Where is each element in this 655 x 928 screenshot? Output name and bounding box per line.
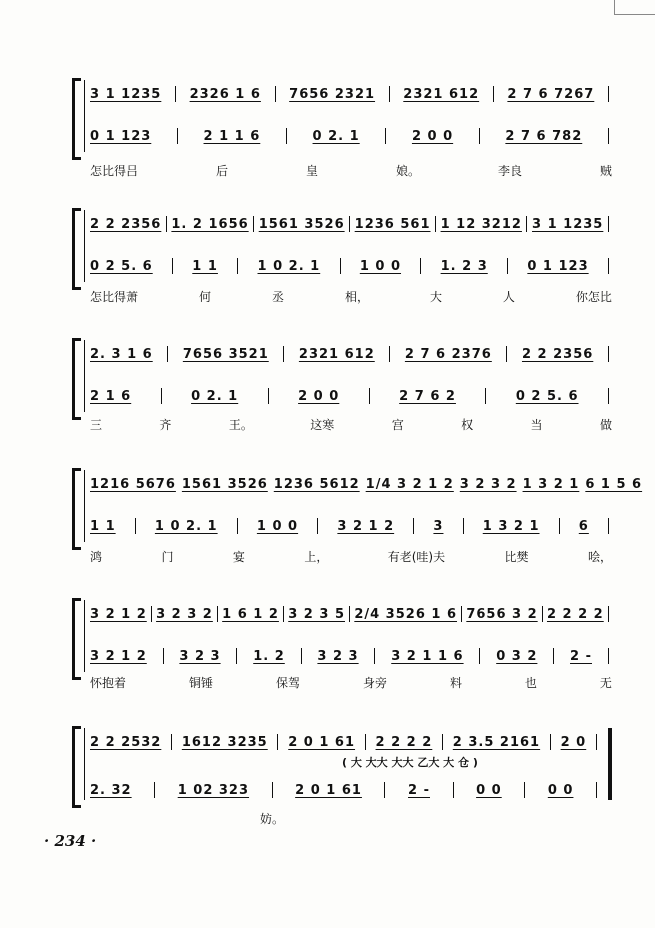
measure: 2 7 6 782 — [505, 129, 583, 144]
upper-part — [90, 84, 612, 102]
page-corner-mark — [614, 0, 655, 15]
measure: 2 - — [408, 783, 430, 798]
lyric: 三 — [90, 418, 103, 432]
lyric: 怎比得吕 — [90, 164, 139, 178]
score-system-2 — [72, 208, 612, 318]
upper-part — [90, 344, 612, 362]
lyric: 门 — [161, 550, 174, 564]
measure: 2 2 2532 — [90, 735, 162, 750]
measure: 2. 3 1 6 — [90, 347, 153, 362]
measure: 2 - — [570, 649, 592, 664]
measure: 1561 3526 — [258, 217, 345, 232]
page-number: · 234 · — [44, 832, 97, 850]
lyric: 贼 — [599, 164, 612, 178]
lyric: 丞 — [271, 290, 284, 304]
staff-line — [84, 600, 85, 672]
lyric: 当 — [530, 418, 543, 432]
measure: 3 2 3 — [317, 649, 359, 664]
measure: 1 02 323 — [177, 783, 250, 798]
measure: 1 0 2. 1 — [154, 519, 218, 534]
upper-part — [90, 732, 600, 750]
measure: 2/4 3526 1 6 — [354, 607, 458, 622]
percussion-line — [342, 754, 572, 770]
lyric: 你怎比 — [575, 290, 612, 304]
lyric: 料 — [449, 676, 462, 690]
measure: 1612 3235 — [181, 735, 268, 750]
measure: 0 2 5. 6 — [90, 259, 153, 274]
lyric: 有老(哇)夫 — [387, 550, 446, 564]
measure: 2 7 6 7267 — [507, 87, 595, 102]
lyric: 皇 — [305, 164, 318, 178]
lyric: 做 — [599, 418, 612, 432]
measure: 3 2 3 2 — [156, 607, 213, 622]
lyric: 人 — [502, 290, 515, 304]
measure: 0 2. 1 — [191, 389, 239, 404]
upper-part — [90, 214, 612, 232]
lyric: 宴 — [232, 550, 245, 564]
measure: 1236 5612 — [273, 477, 360, 492]
measure: 2 7 6 2376 — [404, 347, 492, 362]
score-system-5 — [72, 598, 612, 708]
measure: 3 2 3 5 — [288, 607, 345, 622]
lyrics-line — [90, 162, 612, 179]
measure: 2 2 2356 — [521, 347, 594, 362]
measure: 2 0 — [560, 735, 587, 750]
measure: 1 3 2 1 — [522, 477, 580, 492]
measure: 3 2 1 2 — [90, 607, 147, 622]
measure: 3 1 1235 — [532, 217, 604, 232]
measure: 2 2 2 2 — [375, 735, 433, 750]
system-bracket — [72, 338, 81, 420]
staff-line — [84, 728, 85, 800]
measure: 0 3 2 — [496, 649, 538, 664]
staff-line — [84, 80, 85, 152]
lyric: 相， — [344, 290, 369, 304]
system-bracket — [72, 598, 81, 680]
measure: 3 2 3 — [179, 649, 221, 664]
lyric: 怀抱着 — [90, 676, 127, 690]
measure: 2 0 1 61 — [288, 735, 356, 750]
score-system-3 — [72, 338, 612, 448]
measure: 1561 3526 — [181, 477, 268, 492]
measure: 6 1 5 6 — [585, 477, 643, 492]
score-system-1 — [72, 78, 612, 188]
measure: 0 1 123 — [90, 129, 152, 144]
measure: 3 — [433, 519, 444, 534]
score-system-6 — [72, 726, 612, 826]
measure: 3 2 1 2 — [90, 649, 147, 664]
measure: 1236 561 — [354, 217, 431, 232]
lyric: 大 — [429, 290, 442, 304]
score-system-4 — [72, 468, 643, 578]
measure: 1 0 0 — [359, 259, 402, 274]
lower-part — [90, 126, 612, 144]
measure: 1 1 — [192, 259, 218, 274]
staff-line — [84, 210, 85, 282]
upper-part — [90, 604, 612, 622]
measure: 0 2 5. 6 — [515, 389, 579, 404]
lyric: 保驾 — [275, 676, 300, 690]
measure: 7656 2321 — [289, 87, 376, 102]
lyric: 妨。 — [260, 812, 285, 826]
lyric: 宫 — [391, 418, 404, 432]
lyrics-line — [90, 548, 612, 565]
measure: 2 1 1 6 — [203, 129, 261, 144]
lyric: 也 — [524, 676, 537, 690]
measure: 1/4 3 2 1 2 — [365, 477, 454, 492]
system-bracket — [72, 726, 81, 808]
staff-line — [84, 340, 85, 412]
measure: 1 6 1 2 — [222, 607, 279, 622]
measure: 2 3.5 2161 — [452, 735, 541, 750]
measure: 1 3 2 1 — [482, 519, 540, 534]
lyric: 鸿 — [90, 550, 103, 564]
measure: 0 0 — [476, 783, 502, 798]
measure: 1. 2 3 — [440, 259, 488, 274]
percussion-text: ( 大 大大 大大 乙大 大 仓 ) — [342, 756, 478, 769]
measure: 6 — [578, 519, 589, 534]
lower-part — [90, 780, 600, 798]
measure: 2 0 1 61 — [295, 783, 362, 798]
measure: 2. 32 — [90, 783, 132, 798]
lyric: 李良 — [497, 164, 522, 178]
measure: 2 2 2356 — [90, 217, 162, 232]
lyric: 哙， — [587, 550, 612, 564]
measure: 1. 2 — [253, 649, 285, 664]
measure: 0 1 123 — [527, 259, 589, 274]
lower-part — [90, 516, 612, 534]
lyric: 何 — [198, 290, 211, 304]
measure: 1216 5676 — [90, 477, 176, 492]
lyric: 权 — [461, 418, 474, 432]
measure: 3 1 1235 — [90, 87, 162, 102]
measure: 2 0 0 — [298, 389, 340, 404]
measure: 1 0 2. 1 — [257, 259, 321, 274]
measure: 1. 2 1656 — [171, 217, 249, 232]
system-bracket — [72, 208, 81, 290]
measure: 2321 612 — [403, 87, 480, 102]
measure: 2 7 6 2 — [399, 389, 456, 404]
lyric: 娘。 — [395, 164, 420, 178]
lyric: 王。 — [228, 418, 253, 432]
system-bracket — [72, 468, 81, 550]
measure: 2326 1 6 — [189, 87, 261, 102]
lower-part — [90, 646, 612, 664]
measure: 7656 3521 — [182, 347, 269, 362]
lyric: 上， — [304, 550, 329, 564]
measure: 2 1 6 — [90, 389, 132, 404]
measure: 1 12 3212 — [440, 217, 522, 232]
measure: 3 2 1 2 — [337, 519, 395, 534]
lyric: 无 — [599, 676, 612, 690]
lower-part — [90, 386, 612, 404]
measure: 1 1 — [90, 519, 116, 534]
system-bracket — [72, 78, 81, 160]
final-barline — [608, 728, 612, 800]
upper-part — [90, 474, 643, 492]
measure: 2 0 0 — [411, 129, 454, 144]
lyric: 后 — [215, 164, 228, 178]
lyric: 怎比得萧 — [90, 290, 139, 304]
lyric: 齐 — [159, 418, 172, 432]
lower-part — [90, 256, 612, 274]
lyrics-line — [260, 810, 284, 827]
measure: 1 0 0 — [256, 519, 299, 534]
lyric: 这寒 — [310, 418, 335, 432]
lyrics-line — [90, 674, 612, 691]
lyrics-line — [90, 288, 612, 305]
lyric: 比樊 — [504, 550, 529, 564]
measure: 0 0 — [547, 783, 574, 798]
measure: 0 2. 1 — [312, 129, 360, 144]
measure: 3 2 3 2 — [459, 477, 517, 492]
staff-line — [84, 470, 85, 542]
measure: 7656 3 2 — [466, 607, 538, 622]
lyric: 铜锤 — [188, 676, 213, 690]
measure: 2 2 2 2 — [546, 607, 604, 622]
lyric: 身旁 — [362, 676, 387, 690]
measure: 2321 612 — [298, 347, 375, 362]
lyrics-line — [90, 416, 612, 433]
measure: 3 2 1 1 6 — [391, 649, 464, 664]
